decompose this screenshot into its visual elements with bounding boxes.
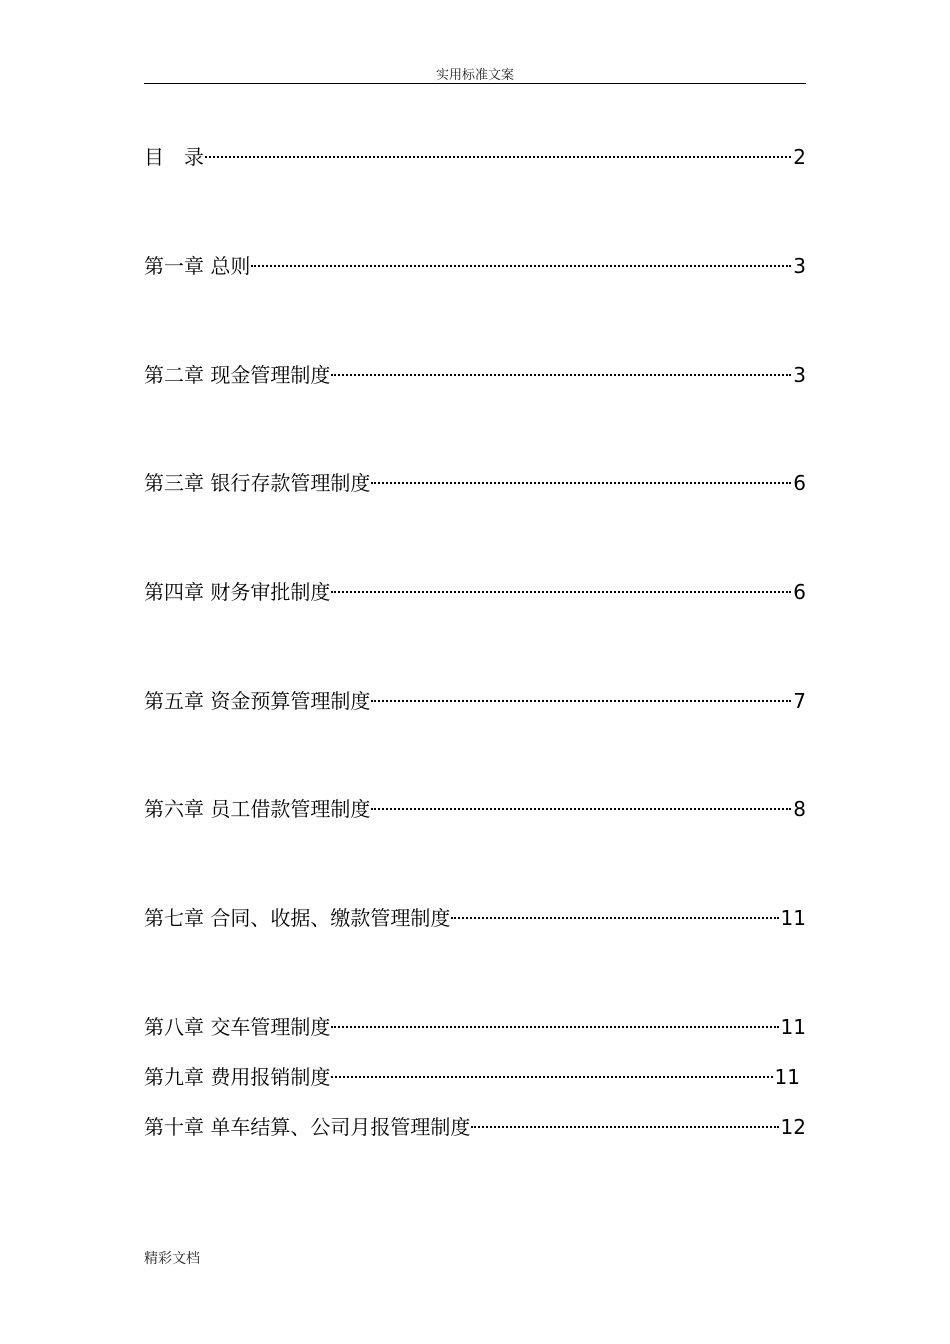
header-rule	[144, 83, 806, 84]
toc-title: 第三章 银行存款管理制度	[144, 471, 371, 495]
toc-entry-chapter-7[interactable]	[144, 897, 806, 932]
toc-page-number: 2	[793, 145, 806, 169]
toc-title: 第九章 费用报销制度	[144, 1065, 331, 1089]
toc-leader	[471, 1106, 778, 1134]
toc-entry-chapter-1[interactable]	[144, 245, 806, 280]
toc-entry-chapter-5[interactable]	[144, 680, 806, 715]
toc-title: 第八章 交车管理制度	[144, 1015, 331, 1039]
toc-title: 第五章 资金预算管理制度	[144, 689, 371, 713]
toc-leader	[371, 788, 791, 816]
toc-leader	[331, 1006, 778, 1034]
toc-entry-contents[interactable]	[144, 136, 806, 171]
toc-leader	[331, 1056, 772, 1084]
page-header: 实用标准文案	[435, 68, 514, 83]
toc-leader	[331, 571, 791, 599]
toc-page-number: 7	[793, 689, 806, 713]
toc-title: 第七章 合同、收据、缴款管理制度	[144, 906, 451, 930]
toc-title: 第十章 单车结算、公司月报管理制度	[144, 1115, 471, 1139]
toc-title: 第一章 总则	[144, 254, 251, 278]
toc-page-number: 6	[793, 471, 806, 495]
page-footer: 精彩文档	[144, 1251, 200, 1267]
toc-page-number: 6	[793, 580, 806, 604]
toc-leader	[371, 462, 791, 490]
toc-page-number: 3	[793, 254, 806, 278]
toc-page-number: 11	[780, 906, 806, 930]
toc-leader	[451, 897, 778, 925]
toc-entry-chapter-9[interactable]	[144, 1056, 800, 1091]
toc-title: 第四章 财务审批制度	[144, 580, 331, 604]
toc-entry-chapter-10[interactable]	[144, 1106, 806, 1141]
toc-leader	[205, 136, 791, 164]
toc-title: 第二章 现金管理制度	[144, 363, 331, 387]
toc-page-number: 8	[793, 797, 806, 821]
toc-entry-chapter-3[interactable]	[144, 462, 806, 497]
toc-page-number: 12	[780, 1115, 806, 1139]
toc-entry-chapter-8[interactable]	[144, 1006, 806, 1041]
toc-title: 目 录	[144, 145, 204, 169]
toc-entry-chapter-4[interactable]	[144, 571, 806, 606]
toc-page-number: 11	[780, 1015, 806, 1039]
toc-title: 第六章 员工借款管理制度	[144, 797, 371, 821]
toc-page-number: 3	[793, 363, 806, 387]
toc-leader	[371, 680, 791, 708]
toc-leader	[251, 245, 791, 273]
toc-entry-chapter-6[interactable]	[144, 788, 806, 823]
toc-leader	[331, 354, 791, 382]
toc-page-number: 11	[774, 1065, 800, 1089]
toc-entry-chapter-2[interactable]	[144, 354, 806, 389]
